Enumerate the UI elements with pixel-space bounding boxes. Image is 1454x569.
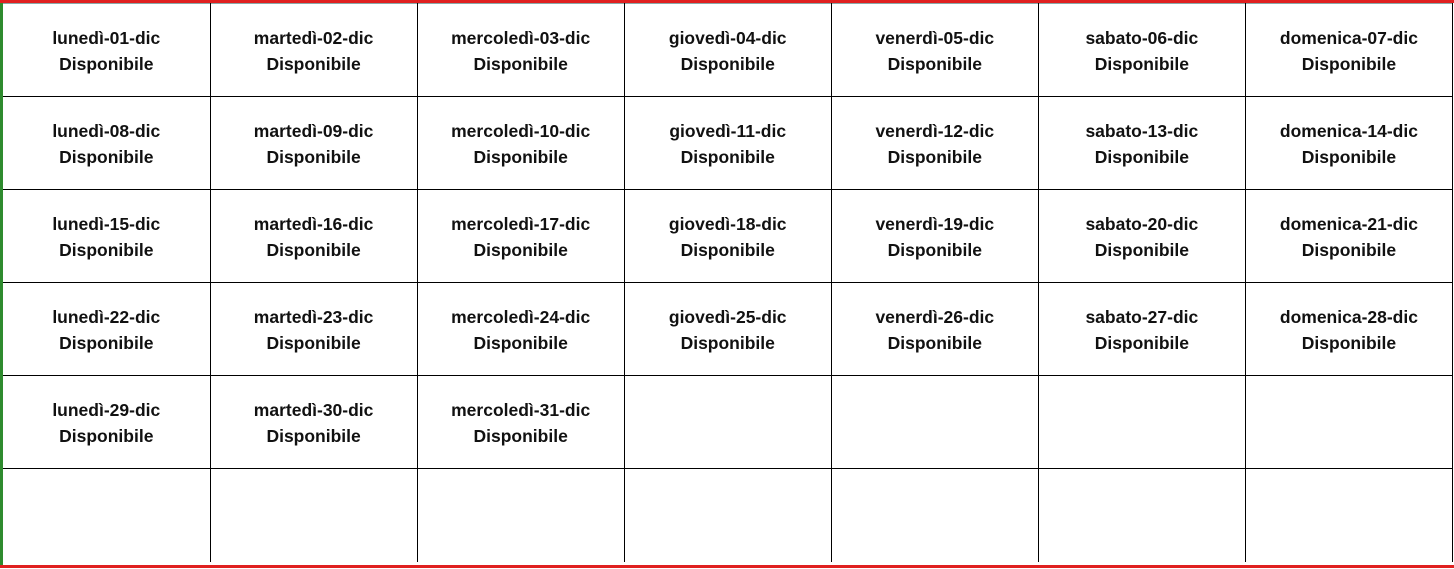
day-status: Disponibile — [266, 240, 361, 260]
day-cell[interactable] — [831, 4, 1038, 97]
day-status: Disponibile — [680, 54, 775, 74]
day-status: Disponibile — [59, 240, 154, 260]
day-status: Disponibile — [473, 54, 568, 74]
day-date: mercoledì-24-dic — [451, 307, 591, 327]
empty-cell[interactable] — [1038, 469, 1245, 562]
week-row — [3, 190, 1453, 283]
day-date: domenica-14-dic — [1279, 121, 1418, 141]
calendar-body — [3, 4, 1453, 562]
day-date: venerdì-26-dic — [875, 307, 995, 327]
day-cell[interactable] — [417, 97, 624, 190]
day-status: Disponibile — [887, 54, 982, 74]
day-cell[interactable] — [3, 283, 210, 376]
day-status: Disponibile — [1094, 333, 1189, 353]
day-date: mercoledì-10-dic — [451, 121, 591, 141]
day-cell[interactable] — [210, 4, 417, 97]
day-date: giovedì-11-dic — [669, 121, 787, 141]
day-date: giovedì-04-dic — [668, 28, 787, 48]
day-status: Disponibile — [680, 333, 775, 353]
week-row — [3, 283, 1453, 376]
day-date: venerdì-05-dic — [875, 28, 995, 48]
day-status: Disponibile — [59, 426, 154, 446]
day-status: Disponibile — [473, 333, 568, 353]
empty-cell[interactable] — [1245, 469, 1452, 562]
day-status: Disponibile — [59, 333, 154, 353]
day-date: sabato-06-dic — [1085, 28, 1199, 48]
day-status: Disponibile — [887, 147, 982, 167]
day-cell[interactable] — [417, 283, 624, 376]
day-date: domenica-07-dic — [1279, 28, 1418, 48]
day-status: Disponibile — [887, 240, 982, 260]
day-status: Disponibile — [1301, 147, 1397, 167]
day-date: lunedì-22-dic — [52, 307, 161, 327]
day-status: Disponibile — [680, 240, 775, 260]
day-status: Disponibile — [1301, 333, 1397, 353]
day-status: Disponibile — [1301, 54, 1397, 74]
day-status: Disponibile — [1094, 147, 1189, 167]
day-cell[interactable] — [3, 4, 210, 97]
day-status: Disponibile — [266, 426, 361, 446]
day-cell[interactable] — [417, 190, 624, 283]
day-cell[interactable] — [417, 4, 624, 97]
day-cell[interactable] — [831, 97, 1038, 190]
day-date: sabato-27-dic — [1085, 307, 1199, 327]
day-cell[interactable] — [210, 376, 417, 469]
day-date: lunedì-15-dic — [52, 214, 161, 234]
day-date: lunedì-08-dic — [52, 121, 161, 141]
day-cell[interactable] — [624, 190, 831, 283]
day-date: venerdì-19-dic — [875, 214, 995, 234]
day-status: Disponibile — [473, 240, 568, 260]
day-status: Disponibile — [680, 147, 775, 167]
day-cell[interactable] — [3, 97, 210, 190]
day-cell[interactable] — [831, 190, 1038, 283]
day-cell[interactable] — [624, 283, 831, 376]
day-status: Disponibile — [887, 333, 982, 353]
day-cell[interactable] — [1038, 4, 1245, 97]
day-status: Disponibile — [473, 147, 568, 167]
day-date: martedì-02-dic — [253, 28, 374, 48]
day-cell[interactable] — [624, 4, 831, 97]
day-status: Disponibile — [266, 54, 361, 74]
day-status: Disponibile — [473, 426, 568, 446]
day-date: domenica-28-dic — [1279, 307, 1418, 327]
day-cell[interactable] — [1245, 283, 1452, 376]
day-date: martedì-16-dic — [253, 214, 374, 234]
day-date: venerdì-12-dic — [875, 121, 995, 141]
day-date: mercoledì-17-dic — [451, 214, 591, 234]
day-date: domenica-21-dic — [1279, 214, 1418, 234]
day-date: sabato-20-dic — [1085, 214, 1199, 234]
empty-cell[interactable] — [624, 469, 831, 562]
empty-cell[interactable] — [831, 376, 1038, 469]
day-date: martedì-30-dic — [253, 400, 374, 420]
week-row — [3, 376, 1453, 469]
day-status: Disponibile — [59, 54, 154, 74]
day-date: giovedì-25-dic — [668, 307, 787, 327]
day-status: Disponibile — [266, 147, 361, 167]
day-cell[interactable] — [831, 283, 1038, 376]
day-date: giovedì-18-dic — [668, 214, 787, 234]
day-status: Disponibile — [1094, 54, 1189, 74]
day-status: Disponibile — [59, 147, 154, 167]
day-cell[interactable] — [1038, 97, 1245, 190]
empty-cell[interactable] — [3, 469, 210, 562]
day-date: sabato-13-dic — [1085, 121, 1199, 141]
day-status: Disponibile — [1301, 240, 1397, 260]
day-status: Disponibile — [266, 333, 361, 353]
empty-cell[interactable] — [624, 376, 831, 469]
day-cell[interactable] — [1245, 97, 1452, 190]
day-cell[interactable] — [1038, 283, 1245, 376]
day-cell[interactable] — [1245, 190, 1452, 283]
empty-cell[interactable] — [1245, 376, 1452, 469]
day-date: lunedì-01-dic — [52, 28, 161, 48]
day-date: martedì-23-dic — [253, 307, 374, 327]
empty-cell[interactable] — [831, 469, 1038, 562]
day-cell[interactable] — [3, 190, 210, 283]
day-cell[interactable] — [210, 97, 417, 190]
day-status: Disponibile — [1094, 240, 1189, 260]
empty-cell[interactable] — [417, 469, 624, 562]
calendar-grid — [3, 3, 1453, 562]
week-row — [3, 4, 1453, 97]
day-cell[interactable] — [624, 97, 831, 190]
selection-border-bottom — [0, 565, 1454, 568]
day-date: lunedì-29-dic — [52, 400, 161, 420]
day-cell[interactable] — [210, 283, 417, 376]
day-cell[interactable] — [1245, 4, 1452, 97]
day-date: martedì-09-dic — [253, 121, 374, 141]
day-cell[interactable] — [3, 376, 210, 469]
day-date: mercoledì-03-dic — [451, 28, 591, 48]
day-cell[interactable] — [210, 190, 417, 283]
week-row — [3, 469, 1453, 562]
week-row — [3, 97, 1453, 190]
empty-cell[interactable] — [1038, 376, 1245, 469]
day-date: mercoledì-31-dic — [451, 400, 591, 420]
day-cell[interactable] — [1038, 190, 1245, 283]
day-cell[interactable] — [417, 376, 624, 469]
empty-cell[interactable] — [210, 469, 417, 562]
